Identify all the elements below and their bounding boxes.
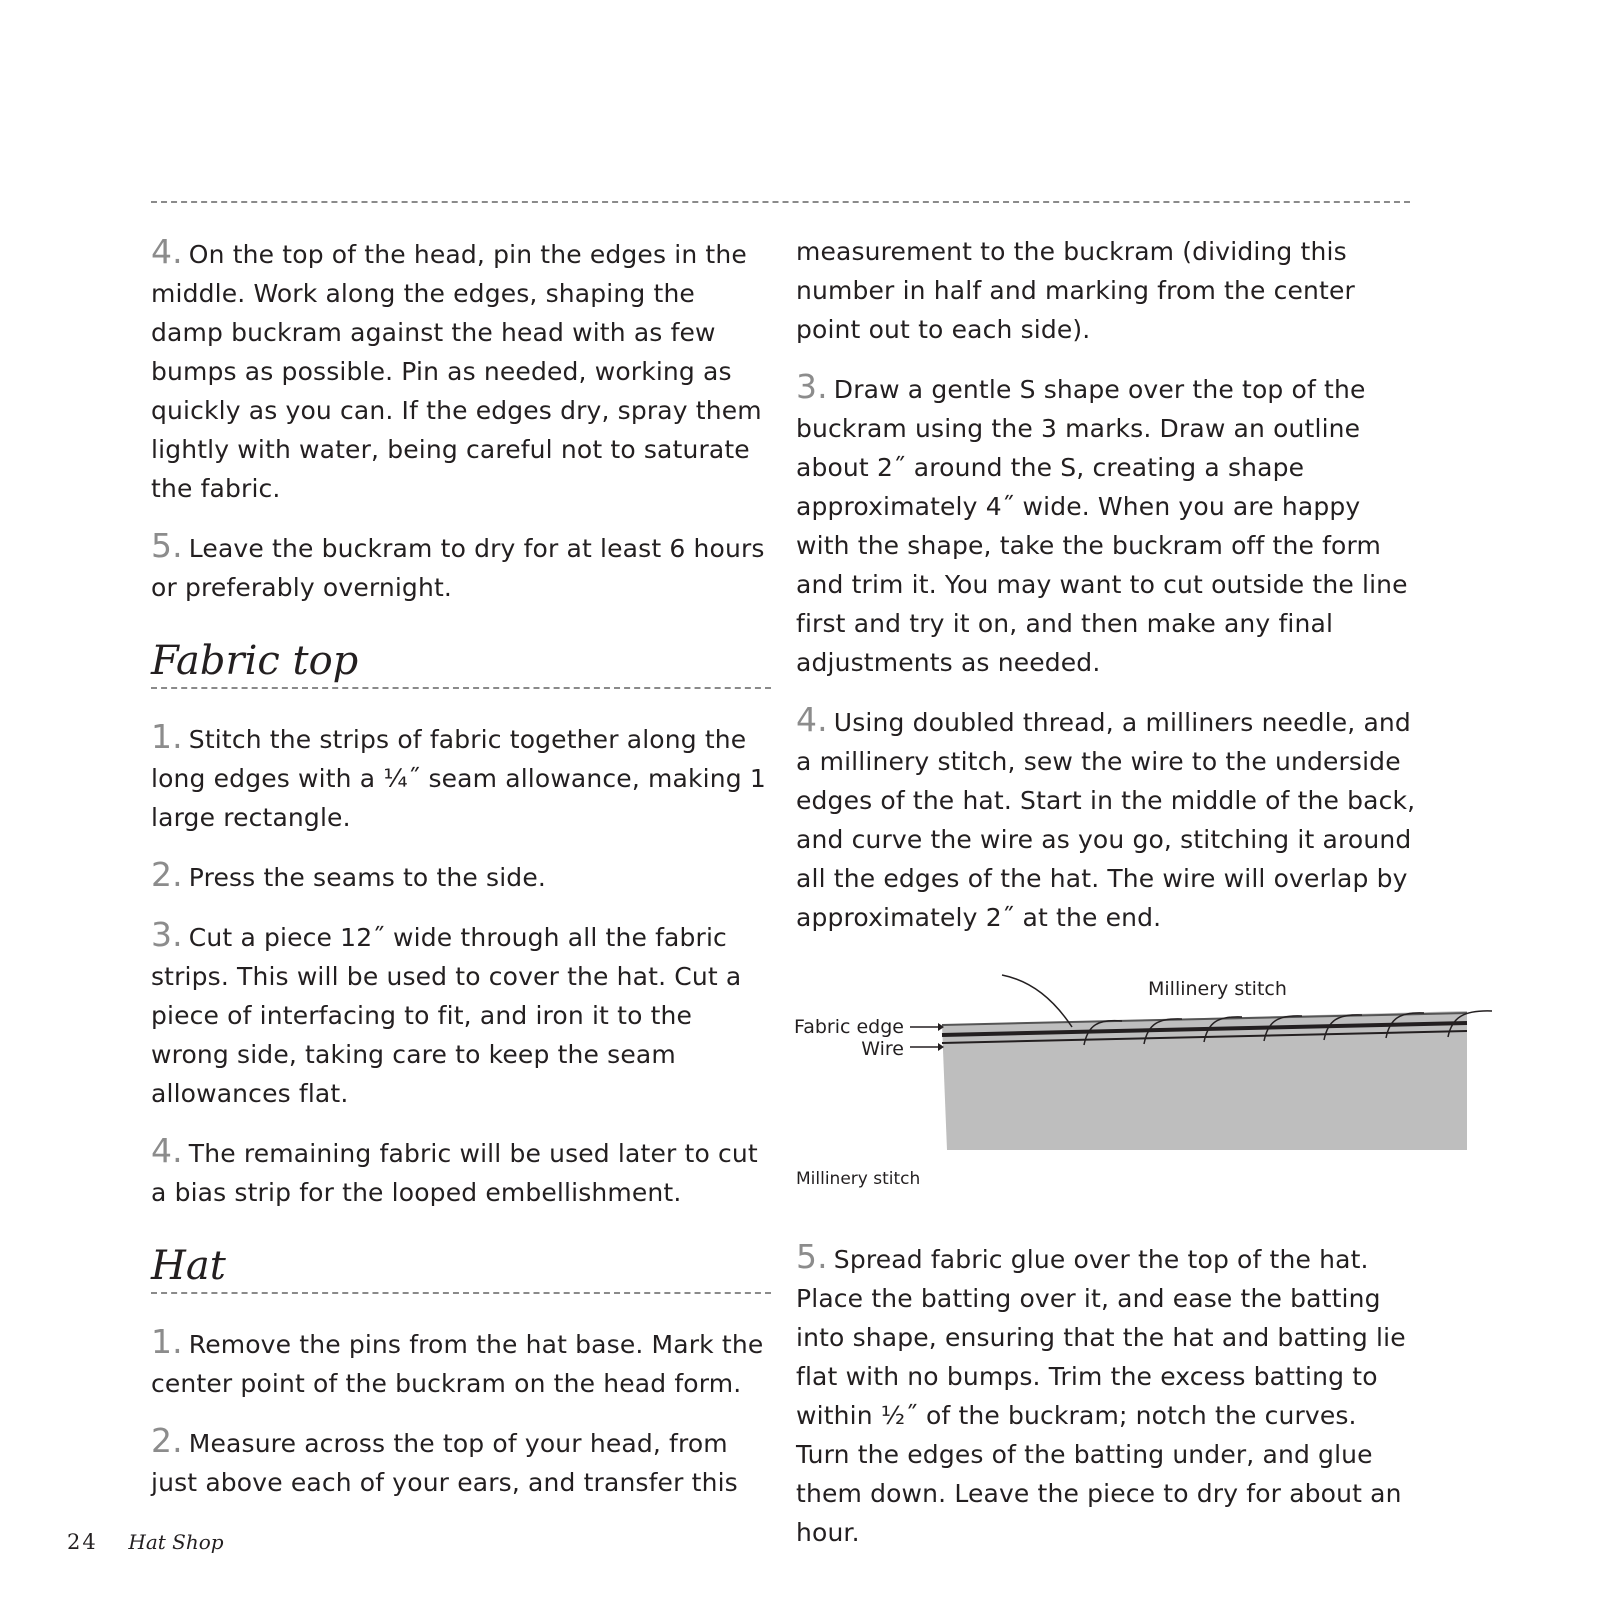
label-fabric-edge: Fabric edge	[794, 1016, 904, 1038]
step-text: Spread fabric glue over the top of the hat. Place the batting over it, and ease the batting into shape, ensuring that the hat and batting lie flat with no bumps. Trim the excess batting to within ½˝ of the buckram; notch the curves. Turn the edges of the batting under, and glue them down. Leave the piece to dry for about an hour.	[796, 1245, 1406, 1547]
step-text: Draw a gentle S shape over the top of the buckram using the 3 marks. Draw an outline about 2˝ around the S, creating a shape approximately 4˝ wide. When you are happy with the shape, take the buckram off the form and trim it. You may want to cut outside the line first and try it on, and then make any final adjustments as needed.	[796, 375, 1408, 677]
step-item	[151, 526, 771, 607]
step-text: Press the seams to the side.	[188, 863, 546, 892]
step-text: The remaining fabric will be used later to cut a bias strip for the looped embellishment.	[151, 1139, 758, 1207]
step-text: Remove the pins from the hat base. Mark the center point of the buckram on the head form.	[151, 1330, 764, 1398]
label-millinery-stitch: Millinery stitch	[1148, 978, 1287, 1000]
stitch-leader-line	[1002, 975, 1072, 1027]
step-text: Leave the buckram to dry for at least 6 hours or preferably overnight.	[151, 534, 765, 602]
step-item	[151, 232, 771, 508]
step-item	[796, 700, 1416, 937]
label-wire: Wire	[861, 1038, 904, 1060]
step-number: 3.	[796, 367, 828, 406]
page-footer	[67, 1530, 224, 1554]
section-heading-hat: Hat	[151, 1242, 771, 1294]
step-number: 4.	[796, 700, 828, 739]
step-item	[796, 1237, 1416, 1552]
stitch-diagram	[792, 955, 1512, 1165]
step-number: 2.	[151, 855, 183, 894]
step-item	[151, 1131, 771, 1212]
step-number: 4.	[151, 1131, 183, 1170]
step-text: Cut a piece 12˝ wide through all the fabric strips. This will be used to cover the hat. Cut a piece of interfacing to fit, and iron it to the wrong side, taking care to keep the seam allowances flat.	[151, 923, 742, 1108]
left-column	[151, 232, 771, 1520]
section-heading-fabric-top: Fabric top	[151, 637, 771, 689]
step-number: 1.	[151, 717, 183, 756]
book-title: Hat Shop	[128, 1530, 224, 1554]
step-item	[151, 1421, 771, 1502]
millinery-stitch-figure	[796, 955, 1416, 1165]
step-text: Measure across the top of your head, from just above each of your ears, and transfer this	[151, 1429, 738, 1497]
step-item	[151, 855, 771, 897]
right-column	[796, 232, 1416, 1570]
step-text: Stitch the strips of fabric together along the long edges with a ¼˝ seam allowance, making 1 large rectangle.	[151, 725, 766, 832]
step-number: 2.	[151, 1421, 183, 1460]
page-number: 24	[67, 1530, 98, 1554]
step-number: 5.	[151, 526, 183, 565]
step-item	[151, 1322, 771, 1403]
step-text: Using doubled thread, a milliners needle, and a millinery stitch, sew the wire to the underside edges of the hat. Start in the middle of the back, and curve the wire as you go, stitching it around all the edges of the hat. The wire will overlap by approximately 2˝ at the end.	[796, 708, 1416, 932]
step-number: 1.	[151, 1322, 183, 1361]
step-item	[151, 915, 771, 1113]
step-item	[796, 367, 1416, 682]
step-item	[151, 717, 771, 837]
top-divider	[151, 201, 1410, 203]
step-text: On the top of the head, pin the edges in the middle. Work along the edges, shaping the damp buckram against the head with as few bumps as possible. Pin as needed, working as quickly as you can. If the edges dry, spray them lightly with water, being careful not to saturate the fabric.	[151, 240, 762, 503]
figure-caption: Millinery stitch	[796, 1169, 921, 1189]
step-number: 3.	[151, 915, 183, 954]
step-number: 4.	[151, 232, 183, 271]
step-number: 5.	[796, 1237, 828, 1276]
step-continuation: measurement to the buckram (dividing this number in half and marking from the center point out to each side).	[796, 237, 1355, 344]
